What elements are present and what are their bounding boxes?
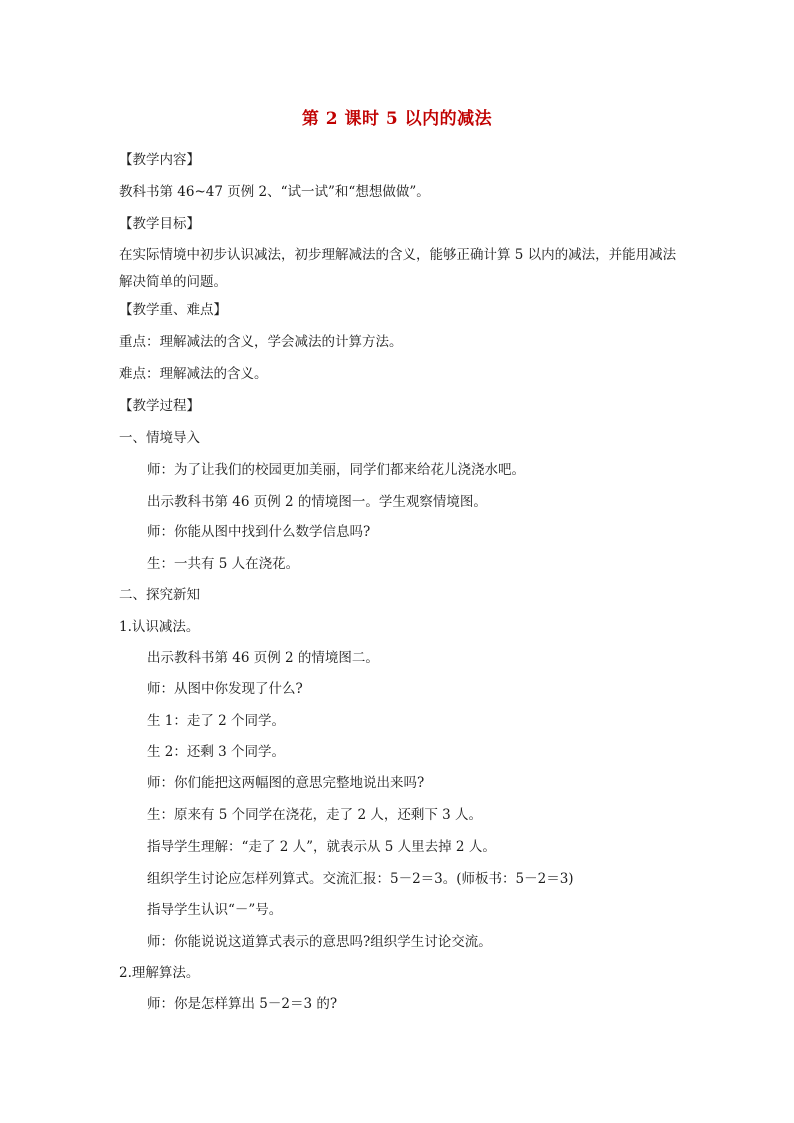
paragraph-line: 师：你是怎样算出 5－2＝3 的? [147, 996, 338, 1012]
paragraph-objectives: 在实际情境中初步认识减法，初步理解减法的含义，能够正确计算 5 以内的减法，并能用减法解决简单的问题。 [119, 247, 677, 290]
paragraph-line: 师：为了让我们的校园更加美丽，同学们都来给花儿浇浇水吧。 [147, 462, 525, 478]
paragraph-line: 师：你们能把这两幅图的意思完整地说出来吗? [147, 775, 425, 791]
paragraph-line: 生：一共有 5 人在浇花。 [147, 556, 300, 572]
subheading-intro: 一、情境导入 [119, 430, 200, 446]
subheading-step-1: 1.认识减法。 [119, 619, 200, 635]
paragraph-line: 生 2：还剩 3 个同学。 [147, 744, 286, 760]
page-title: 第 2 课时 5 以内的减法 [301, 109, 493, 129]
paragraph-line: 指导学生认识“－”号。 [147, 902, 283, 918]
paragraph-keypoint: 重点：理解减法的含义，学会减法的计算方法。 [119, 334, 403, 350]
paragraph-line: 师：你能从图中找到什么数学信息吗? [147, 524, 371, 540]
paragraph-line: 生 1：走了 2 个同学。 [147, 713, 286, 729]
section-heading-process: 【教学过程】 [119, 398, 200, 414]
paragraph-line: 出示教科书第 46 页例 2 的情境图二。 [147, 650, 379, 666]
paragraph-line: 指导学生理解：“走了 2 人”，就表示从 5 人里去掉 2 人。 [147, 839, 496, 855]
subheading-explore: 二、探究新知 [119, 587, 200, 603]
paragraph-line: 出示教科书第 46 页例 2 的情境图一。学生观察情境图。 [147, 494, 487, 510]
paragraph-difficulty: 难点：理解减法的含义。 [119, 366, 268, 382]
section-heading-keypoints: 【教学重、难点】 [119, 302, 227, 318]
section-heading-content: 【教学内容】 [119, 152, 200, 168]
paragraph-line: 师：从图中你发现了什么? [147, 681, 303, 697]
subheading-step-2: 2.理解算法。 [119, 965, 200, 981]
section-heading-objectives: 【教学目标】 [119, 216, 200, 232]
paragraph-line: 生：原来有 5 个同学在浇花，走了 2 人，还剩下 3 人。 [147, 807, 483, 823]
paragraph-line: 师：你能说说这道算式表示的意思吗?组织学生讨论交流。 [147, 934, 492, 950]
paragraph-content: 教科书第 46~47 页例 2、“试一试”和“想想做做”。 [119, 184, 430, 200]
paragraph-line: 组织学生讨论应怎样列算式。交流汇报：5－2＝3。(师板书：5－2＝3) [147, 871, 574, 887]
